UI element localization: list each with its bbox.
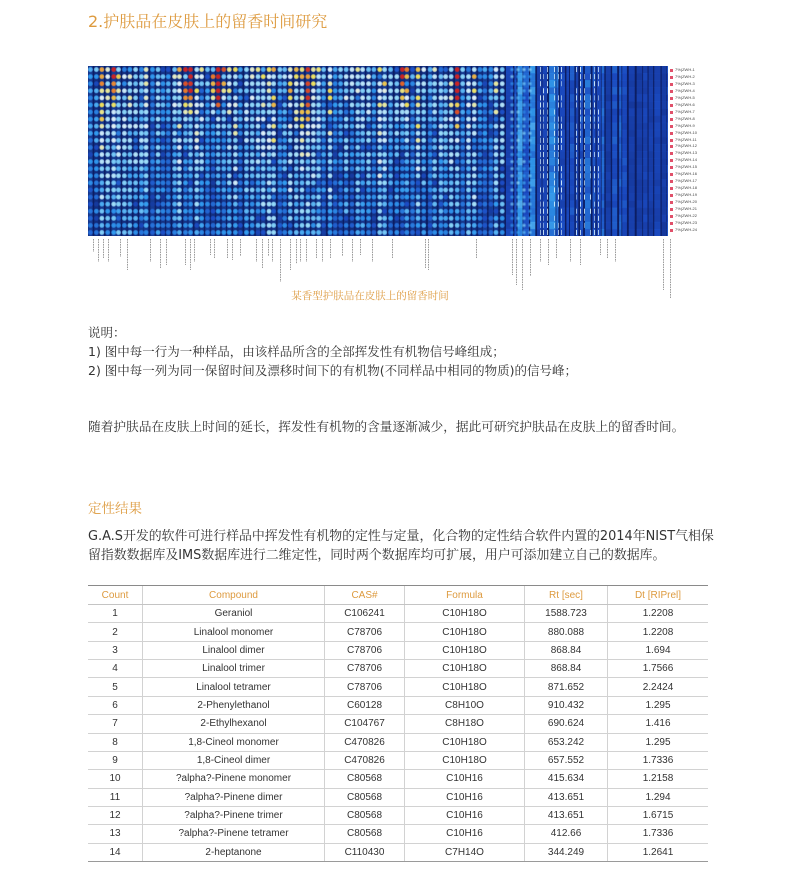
- table-cell-count: 14: [88, 844, 143, 861]
- legend-label: 7%(ZWH-22: [675, 213, 698, 218]
- table-cell-cas: C78706: [325, 623, 405, 640]
- table-cell-formula: C8H18O: [405, 715, 525, 732]
- legend-swatch: [670, 180, 673, 183]
- legend-item: [670, 109, 708, 116]
- table-cell-formula: C10H18O: [405, 623, 525, 640]
- table-cell-count: 7: [88, 715, 143, 732]
- legend-swatch: [670, 139, 673, 142]
- table-cell-formula: C10H18O: [405, 605, 525, 622]
- table-cell-dt: 1.294: [645, 791, 671, 803]
- legend-item: [670, 137, 708, 144]
- table-cell-count: 6: [88, 697, 143, 714]
- compound-table: [88, 585, 708, 862]
- legend-label: 7%(ZWH-3: [675, 81, 695, 86]
- table-cell-count: 2: [88, 623, 143, 640]
- legend-label: 7%(ZWH-23: [675, 220, 698, 225]
- legend-item: [670, 74, 708, 81]
- legend-item: [670, 150, 708, 157]
- table-cell-compound: Linalool monomer: [143, 623, 325, 640]
- legend-item: [670, 123, 708, 130]
- table-cell-rt: 910.432: [525, 697, 608, 714]
- table-cell-dt: 1.2208: [642, 608, 674, 620]
- table-cell-formula: C10H18O: [405, 734, 525, 751]
- table-header-row: [88, 585, 708, 605]
- legend-swatch: [670, 132, 673, 135]
- legend-item: [670, 192, 708, 199]
- table-cell-rt: 653.242: [525, 734, 608, 751]
- legend-item: [670, 164, 708, 171]
- legend-item: [670, 213, 708, 220]
- legend-item: [670, 95, 708, 102]
- table-cell-formula: C10H18O: [405, 642, 525, 659]
- legend-item: [670, 116, 708, 123]
- figure-caption: 某香型护肤品在皮肤上的留香时间: [291, 290, 449, 302]
- table-cell-cas: C78706: [325, 660, 405, 677]
- table-row: [88, 715, 708, 733]
- legend-swatch: [670, 145, 673, 148]
- qualitative-heading: 定性结果: [88, 501, 142, 517]
- table-cell-cas: C110430: [325, 844, 405, 861]
- table-row: [88, 789, 708, 807]
- table-cell-rt: 657.552: [525, 752, 608, 769]
- summary-paragraph: 随着护肤品在皮肤上时间的延长，挥发性有机物的含量逐渐减少，据此可研究护肤品在皮肤上的留香时间。: [88, 419, 685, 434]
- legend-swatch: [670, 215, 673, 218]
- legend-swatch: [670, 194, 673, 197]
- note-item: 1) 图中每一行为一种样品，由该样品所含的全部挥发性有机物信号峰组成；: [88, 344, 505, 359]
- table-cell-rt: 868.84: [525, 660, 608, 677]
- table-cell-rt: 1588.723: [525, 605, 608, 622]
- table-cell-cas: C470826: [325, 752, 405, 769]
- table-cell-formula: C10H16: [405, 789, 525, 806]
- legend-swatch: [670, 125, 673, 128]
- legend-item: [670, 88, 708, 95]
- table-cell-cas: C106241: [325, 605, 405, 622]
- legend-item: [670, 67, 708, 74]
- qualitative-paragraph-line: 留指数数据库及IMS数据库进行二维定性，同时两个数据库均可扩展，用户可添加建立自己的数据库。: [88, 548, 666, 563]
- table-cell-compound: Linalool trimer: [143, 660, 325, 677]
- legend-label: 7%(ZWH-19: [675, 192, 698, 198]
- legend-item: [670, 171, 708, 178]
- table-row: [88, 825, 708, 843]
- legend-swatch: [670, 76, 673, 79]
- table-cell-compound: ?alpha?-Pinene monomer: [143, 770, 325, 787]
- table-row: [88, 642, 708, 660]
- legend-label: 7%(ZWH-9: [675, 123, 695, 128]
- table-row: [88, 697, 708, 715]
- table-row: [88, 623, 708, 641]
- table-row: [88, 844, 708, 862]
- legend-label: 7%(ZWH-24: [675, 227, 698, 232]
- section-title: 2.护肤品在皮肤上的留香时间研究: [88, 12, 328, 31]
- gallery-plot-heatmap: [88, 66, 668, 236]
- legend-swatch: [670, 104, 673, 107]
- table-row: [88, 605, 708, 623]
- table-cell-cas: C78706: [325, 678, 405, 695]
- legend-swatch: [670, 222, 673, 225]
- qualitative-paragraph-line: G.A.S开发的软件可进行样品中挥发性有机物的定性与定量，化合物的定性结合软件内置的2014年NIST气相保: [88, 529, 714, 544]
- table-cell-formula: C10H16: [405, 807, 525, 824]
- legend-item: [670, 157, 708, 164]
- table-cell-compound: Geraniol: [143, 605, 325, 622]
- table-cell-compound: 2-Ethylhexanol: [143, 715, 325, 732]
- table-cell-compound: 1,8-Cineol monomer: [143, 734, 325, 751]
- table-cell-count: 4: [88, 660, 143, 677]
- table-header-rt: Rt [sec]: [525, 586, 608, 604]
- legend-label: 7%(ZWH-11: [675, 137, 697, 142]
- table-cell-count: 8: [88, 734, 143, 751]
- table-cell-count: 12: [88, 807, 143, 824]
- gallery-plot-figure: [88, 65, 708, 305]
- legend-item: [670, 81, 708, 88]
- table-cell-cas: C80568: [325, 807, 405, 824]
- table-cell-dt: 1.7336: [642, 828, 674, 840]
- table-cell-compound: Linalool dimer: [143, 642, 325, 659]
- table-row: [88, 807, 708, 825]
- legend-label: 7%(ZWH-5: [675, 95, 695, 100]
- legend-label: 7%(ZWH-13: [675, 150, 698, 156]
- table-row: [88, 770, 708, 788]
- legend-label: 7%(ZWH-14: [675, 157, 698, 163]
- legend-swatch: [670, 97, 673, 100]
- legend-item: [670, 206, 708, 213]
- table-cell-compound: Linalool tetramer: [143, 678, 325, 695]
- table-header-formula: Formula: [405, 586, 525, 604]
- table-cell-dt: 1.2641: [642, 846, 674, 858]
- notes-heading: 说明：: [88, 325, 126, 340]
- legend-swatch: [670, 83, 673, 86]
- table-cell-dt: 1.295: [645, 736, 671, 748]
- table-cell-formula: C8H10O: [405, 697, 525, 714]
- table-cell-rt: 412.66: [525, 825, 608, 842]
- legend-label: 7%(ZWH-10: [675, 130, 698, 135]
- table-cell-cas: C104767: [325, 715, 405, 732]
- table-row: [88, 734, 708, 752]
- table-cell-rt: 344.249: [525, 844, 608, 861]
- table-cell-cas: C470826: [325, 734, 405, 751]
- table-cell-rt: 868.84: [525, 642, 608, 659]
- legend-label: 7%(ZWH-12: [675, 143, 698, 149]
- legend-label: 7%(ZWH-2: [675, 74, 695, 79]
- legend-swatch: [670, 166, 673, 169]
- table-cell-count: 13: [88, 825, 143, 842]
- table-cell-rt: 415.634: [525, 770, 608, 787]
- table-cell-rt: 690.624: [525, 715, 608, 732]
- table-cell-compound: ?alpha?-Pinene tetramer: [143, 825, 325, 842]
- legend-label: 7%(ZWH-4: [675, 88, 695, 93]
- legend-label: 7%(ZWH-21: [675, 206, 698, 211]
- note-item: 2) 图中每一列为同一保留时间及漂移时间下的有机物(不同样品中相同的物质)的信号峰；: [88, 363, 578, 378]
- legend-swatch: [670, 229, 673, 232]
- table-cell-cas: C80568: [325, 825, 405, 842]
- table-cell-cas: C80568: [325, 770, 405, 787]
- table-cell-rt: 871.652: [525, 678, 608, 695]
- table-cell-count: 10: [88, 770, 143, 787]
- table-header-cas: CAS#: [325, 586, 405, 604]
- legend-label: 7%(ZWH-17: [675, 178, 698, 184]
- legend-item: [670, 178, 708, 185]
- legend-item: [670, 185, 708, 192]
- table-cell-dt: 1.694: [645, 644, 671, 656]
- legend-label: 7%(ZWH-8: [675, 116, 695, 121]
- legend-label: 7%(ZWH-7: [675, 109, 695, 114]
- table-cell-rt: 413.651: [525, 807, 608, 824]
- table-row: [88, 752, 708, 770]
- table-cell-rt: 413.651: [525, 789, 608, 806]
- legend-swatch: [670, 201, 673, 204]
- table-cell-formula: C10H18O: [405, 752, 525, 769]
- table-cell-compound: 2-Phenylethanol: [143, 697, 325, 714]
- legend-swatch: [670, 159, 673, 162]
- table-cell-formula: C10H16: [405, 770, 525, 787]
- table-cell-dt: 1.2208: [642, 626, 674, 638]
- table-header-count: Count: [88, 586, 143, 604]
- table-cell-dt: 1.6715: [642, 810, 674, 822]
- legend-swatch: [670, 208, 673, 211]
- table-cell-count: 11: [88, 789, 143, 806]
- legend-swatch: [670, 187, 673, 190]
- legend-label: 7%(ZWH-6: [675, 102, 695, 107]
- table-cell-count: 3: [88, 642, 143, 659]
- table-cell-compound: 1,8-Cineol dimer: [143, 752, 325, 769]
- table-cell-dt: 1.416: [645, 718, 671, 730]
- table-header-compound: Compound: [143, 586, 325, 604]
- legend-label: 7%(ZWH-20: [675, 199, 698, 205]
- legend-swatch: [670, 111, 673, 114]
- table-cell-formula: C10H18O: [405, 660, 525, 677]
- table-cell-count: 9: [88, 752, 143, 769]
- legend-item: [670, 227, 708, 234]
- table-cell-formula: C7H14O: [405, 844, 525, 861]
- table-cell-dt: 1.7566: [642, 663, 674, 675]
- table-cell-rt: 880.088: [525, 623, 608, 640]
- sample-legend: [670, 67, 708, 235]
- table-cell-cas: C78706: [325, 642, 405, 659]
- legend-swatch: [670, 118, 673, 121]
- table-cell-dt: 1.295: [645, 699, 671, 711]
- table-row: [88, 660, 708, 678]
- table-header-dt: Dt [RIPrel]: [634, 589, 682, 601]
- legend-item: [670, 102, 708, 109]
- table-cell-compound: ?alpha?-Pinene dimer: [143, 789, 325, 806]
- table-cell-dt: 1.7336: [642, 755, 674, 767]
- table-row: [88, 678, 708, 696]
- table-cell-count: 5: [88, 678, 143, 695]
- legend-label: 7%(ZWH-16: [675, 171, 698, 177]
- legend-swatch: [670, 69, 673, 72]
- table-cell-dt: 1.2158: [642, 773, 674, 785]
- table-cell-compound: 2-heptanone: [143, 844, 325, 861]
- table-cell-formula: C10H18O: [405, 678, 525, 695]
- legend-swatch: [670, 152, 673, 155]
- legend-label: 7%(ZWH-18: [675, 185, 698, 191]
- legend-item: [670, 143, 708, 150]
- table-cell-formula: C10H16: [405, 825, 525, 842]
- legend-label: 7%(ZWH-1: [675, 67, 695, 72]
- table-cell-dt: 2.2424: [642, 681, 674, 693]
- legend-swatch: [670, 173, 673, 176]
- legend-label: 7%(ZWH-15: [675, 164, 698, 170]
- legend-item: [670, 199, 708, 206]
- legend-item: [670, 220, 708, 227]
- table-cell-count: 1: [88, 605, 143, 622]
- legend-item: [670, 130, 708, 137]
- table-cell-cas: C80568: [325, 789, 405, 806]
- table-cell-cas: C60128: [325, 697, 405, 714]
- table-cell-compound: ?alpha?-Pinene trimer: [143, 807, 325, 824]
- legend-swatch: [670, 90, 673, 93]
